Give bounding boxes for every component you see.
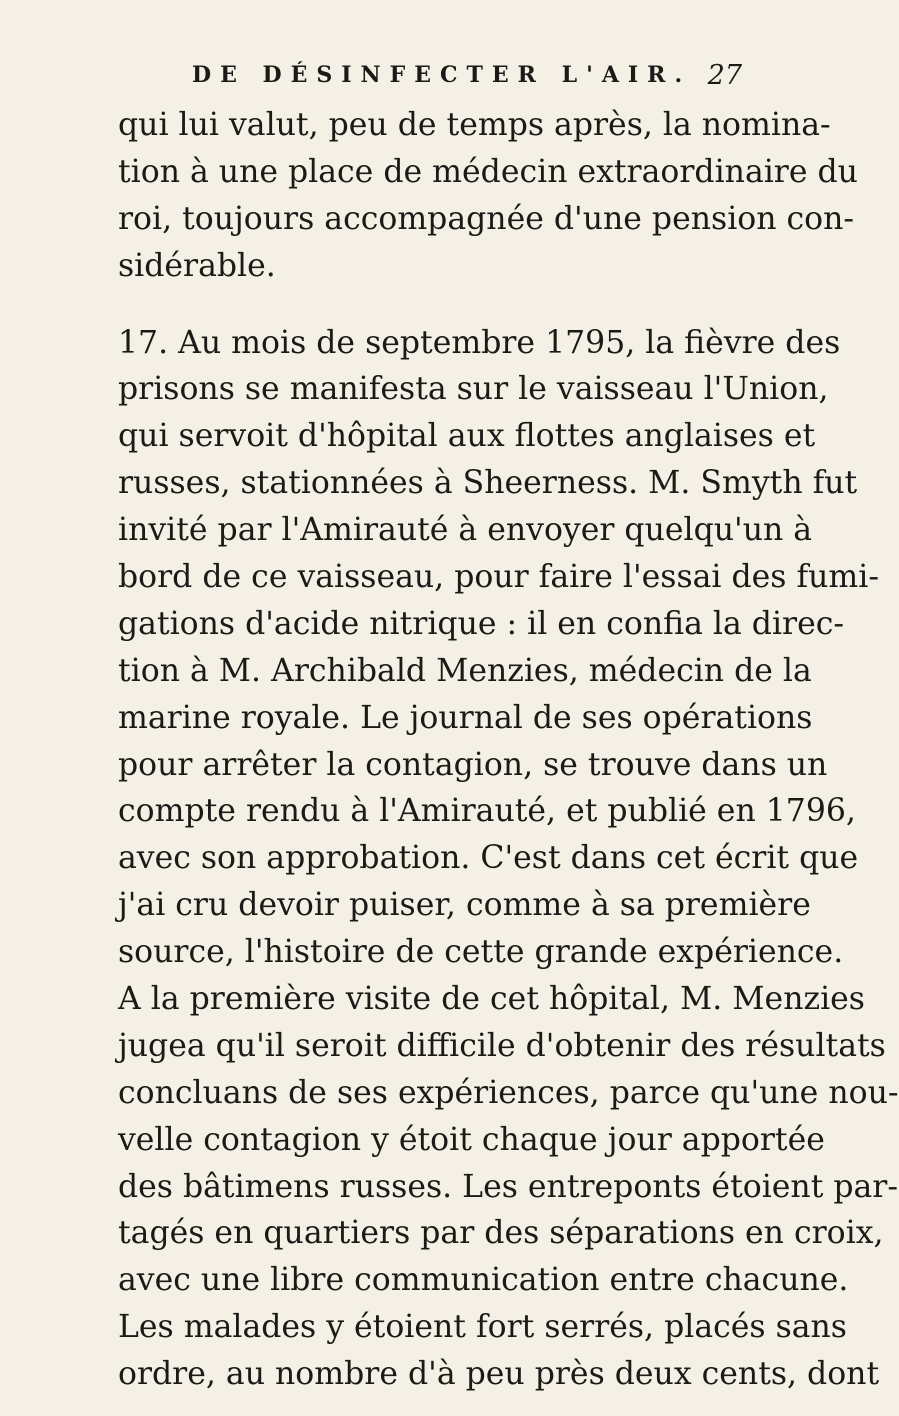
- text-line: roi, toujours accompagnée d'une pension con-: [118, 200, 855, 237]
- text-line: qui lui valut, peu de temps après, la nomina-: [118, 107, 831, 143]
- text-line: Les malades y étoient fort serrés, placés sans: [118, 1309, 847, 1346]
- text-line: marine royale. Le journal de ses opérations: [118, 699, 813, 736]
- text-line: avec son approbation. C'est dans cet écrit que: [118, 840, 859, 877]
- text-line: pour arrêter la contagion, se trouve dans un: [118, 746, 828, 783]
- running-head: [192, 62, 742, 96]
- text-line: gations d'acide nitrique : il en confia la direc-: [118, 605, 845, 642]
- paragraph-3: [118, 976, 899, 1398]
- text-line: compte rendu à l'Amirauté, et publié en 1796,: [118, 793, 856, 830]
- text-line: jugea qu'il seroit difficile d'obtenir des résultats: [118, 1027, 886, 1064]
- text-line: russes, stationnées à Sheerness. M. Smyth fut: [118, 465, 858, 502]
- text-line: j'ai cru devoir puiser, comme à sa première: [118, 887, 811, 924]
- text-line: A la première visite de cet hôpital, M. Menzies: [118, 981, 865, 1018]
- text-line: 17. Au mois de septembre 1795, la fièvre des: [118, 324, 841, 361]
- text-line: velle contagion y étoit chaque jour apportée: [118, 1121, 825, 1158]
- paragraph-2: [118, 320, 879, 976]
- text-line: source, l'histoire de cette grande expérience.: [118, 934, 844, 971]
- paragraph-1: [118, 102, 858, 290]
- text-line: tion à une place de médecin extraordinaire du: [118, 153, 858, 190]
- text-line: des bâtimens russes. Les entreponts étoient par-: [118, 1168, 899, 1205]
- paragraph-gap: [118, 290, 742, 320]
- text-line: qui servoit d'hôpital aux flottes anglaises et: [118, 418, 816, 455]
- page-number: 27: [707, 60, 742, 91]
- running-title: DE DÉSINFECTER L'AIR.: [192, 62, 692, 88]
- text-line: tagés en quartiers par des séparations en croix,: [118, 1215, 884, 1252]
- text-line: tion à M. Archibald Menzies, médecin de la: [118, 652, 812, 689]
- text-line: invité par l'Amirauté à envoyer quelqu'un à: [118, 512, 813, 549]
- text-line: concluans de ses expériences, parce qu'une nou-: [118, 1074, 899, 1111]
- text-line: bord de ce vaisseau, pour faire l'essai des fumi-: [118, 559, 879, 596]
- text-line: ordre, au nombre d'à peu près deux cents, dont: [118, 1356, 880, 1393]
- body-text: [118, 102, 899, 1398]
- text-line: prisons se manifesta sur le vaisseau l'Union,: [118, 371, 829, 408]
- text-line: avec une libre communication entre chacune.: [118, 1262, 849, 1299]
- text-line: sidérable.: [118, 247, 276, 284]
